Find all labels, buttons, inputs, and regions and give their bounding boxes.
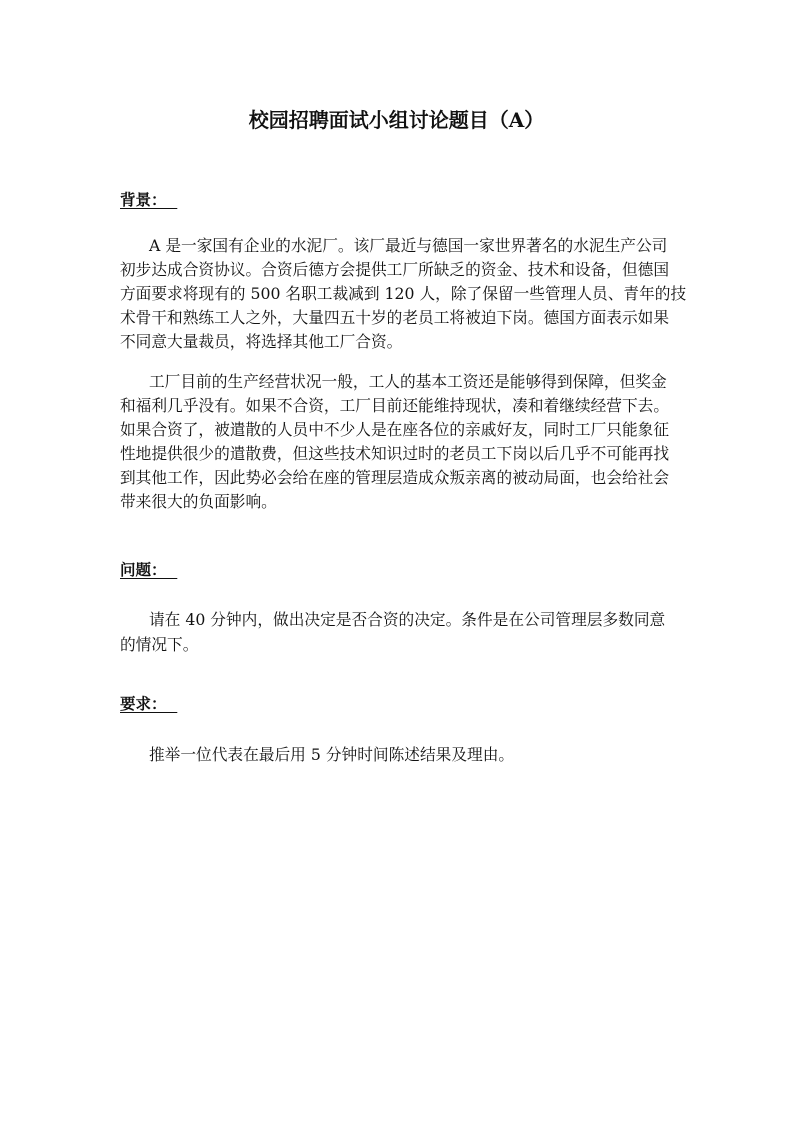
paragraph-line: 请在 40 分钟内，做出决定是否合资的决定。条件是在公司管理层多数同意 — [149, 610, 666, 629]
paragraph-line: 工厂目前的生产经营状况一般，工人的基本工资还是能够得到保障，但奖金 — [149, 372, 667, 391]
question-heading: 问题： — [120, 560, 178, 579]
paragraph-line: 初步达成合资协议。合资后德方会提供工厂所缺乏的资金、技术和设备，但德国 — [120, 260, 670, 279]
paragraph-line: 如果合资了，被遣散的人员中不少人是在座各位的亲戚好友，同时工厂只能象征 — [120, 420, 670, 439]
paragraph-line: 的情况下。 — [120, 635, 199, 654]
requirement-heading: 要求： — [120, 694, 178, 713]
paragraph-line: A 是一家国有企业的水泥厂。该厂最近与德国一家世界著名的水泥生产公司 — [149, 236, 668, 255]
paragraph-line: 术骨干和熟练工人之外，大量四五十岁的老员工将被迫下岗。德国方面表示如果 — [120, 308, 670, 327]
paragraph-line: 推举一位代表在最后用 5 分钟时间陈述结果及理由。 — [149, 745, 515, 764]
paragraph-line: 和福利几乎没有。如果不合资，工厂目前还能维持现状，凑和着继续经营下去。 — [120, 396, 670, 415]
paragraph-line: 到其他工作，因此势必会给在座的管理层造成众叛亲离的被动局面，也会给社会 — [120, 468, 670, 487]
paragraph-line: 不同意大量裁员，将选择其他工厂合资。 — [120, 332, 403, 351]
paragraph-line: 方面要求将现有的 500 名职工裁减到 120 人，除了保留一些管理人员、青年的技 — [120, 284, 687, 303]
background-heading: 背景： — [120, 190, 178, 209]
paragraph-line: 带来很大的负面影响。 — [120, 492, 277, 511]
document-title: 校园招聘面试小组讨论题目（A） — [248, 108, 545, 132]
paragraph-line: 性地提供很少的遣散费，但这些技术知识过时的老员工下岗以后几乎不可能再找 — [120, 444, 670, 463]
